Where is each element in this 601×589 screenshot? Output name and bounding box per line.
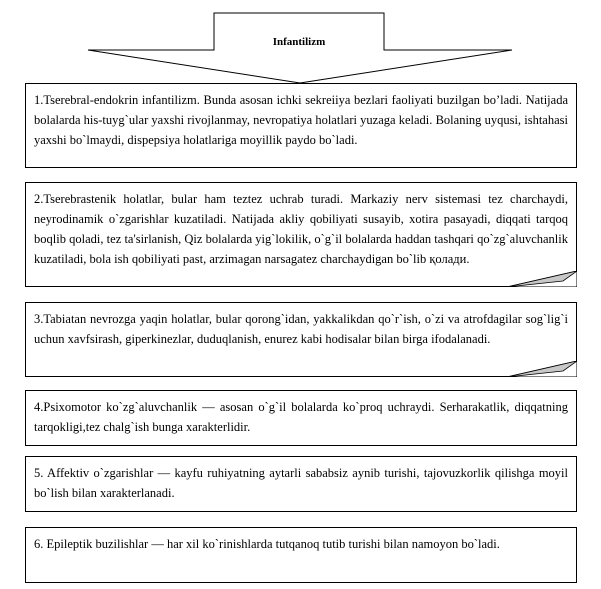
box-2-text: 2.Tserebrastenik holatlar, bular ham teztez uchrab turadi. Markaziy nerv sistemasi tez charchaydi, neyrodinamik o`zgarishlar kuzatiladi. Natijada akliy qobiliyati susayib, xotira pasayadi, diqqati tarqoq boqlib qoladi, tez ta'sirlanish, Qiz bolalarda yig`lokilik, o`g`il bolalarda haddan tashqari qo`zg`aluvchanlik kuzatiladi, bola ish qobiliyati past, arzimagan narsagatez charchaydigan bo`lib қолади. [34, 192, 568, 266]
box-4-text: 4.Psixomotor ko`zg`aluvchanlik — asosan o`g`il bolalarda ko`proq uchraydi. Serharakatlik, diqqatning tarqokligi,tez chalg`ish bunga xarakterlidir. [34, 400, 568, 434]
box-5-affective [25, 456, 577, 512]
box-2-folded-corner [507, 271, 577, 287]
box-3-folded-corner [507, 361, 577, 377]
box-3-neurosis-like [25, 302, 577, 377]
box-2-cerebrasthenic [25, 182, 577, 287]
box-6-epileptic [25, 527, 577, 583]
box-1-cerebral-endocrine [25, 83, 577, 168]
box-6-text: 6. Epileptik buzilishlar — har xil ko`rinishlarda tutqanoq tutib turishi bilan namoyon bo`ladi. [34, 537, 500, 551]
box-5-text: 5. Affektiv o`zgarishlar — kayfu ruhiyatning aytarli sababsiz aynib turishi, tajovuzkorlik qilishga moyil bo`lish bilan xarakterlanadi. [34, 466, 568, 500]
box-4-psychomotor [25, 390, 577, 446]
diagram-title: Infantilizm [272, 36, 326, 48]
box-3-text: 3.Tabiatan nevrozga yaqin holatlar, bular qorong`idan, yakkalikdan qo`r`ish, o`zi va atrofdagilar sog`lig`i uchun xavfsirash, giperkinezlar, duduqlanish, enurez kabi hodisalar bilan birga ifodalanadi. [34, 312, 568, 346]
box-1-text: 1.Tserebral-endokrin infantilizm. Bunda asosan ichki sekreiiya bezlari faoliyati buzilgan bo’ladi. Natijada bolalarda his-tuyg`ular yaxshi rivojlanmay, nevropatiya holatlari yuzaga keladi. Bolaning uyqusi, ishtahasi yaxshi bo`lmaydi, dispepsiya holatlariga moyillik paydo bo`ladi. [34, 93, 568, 147]
